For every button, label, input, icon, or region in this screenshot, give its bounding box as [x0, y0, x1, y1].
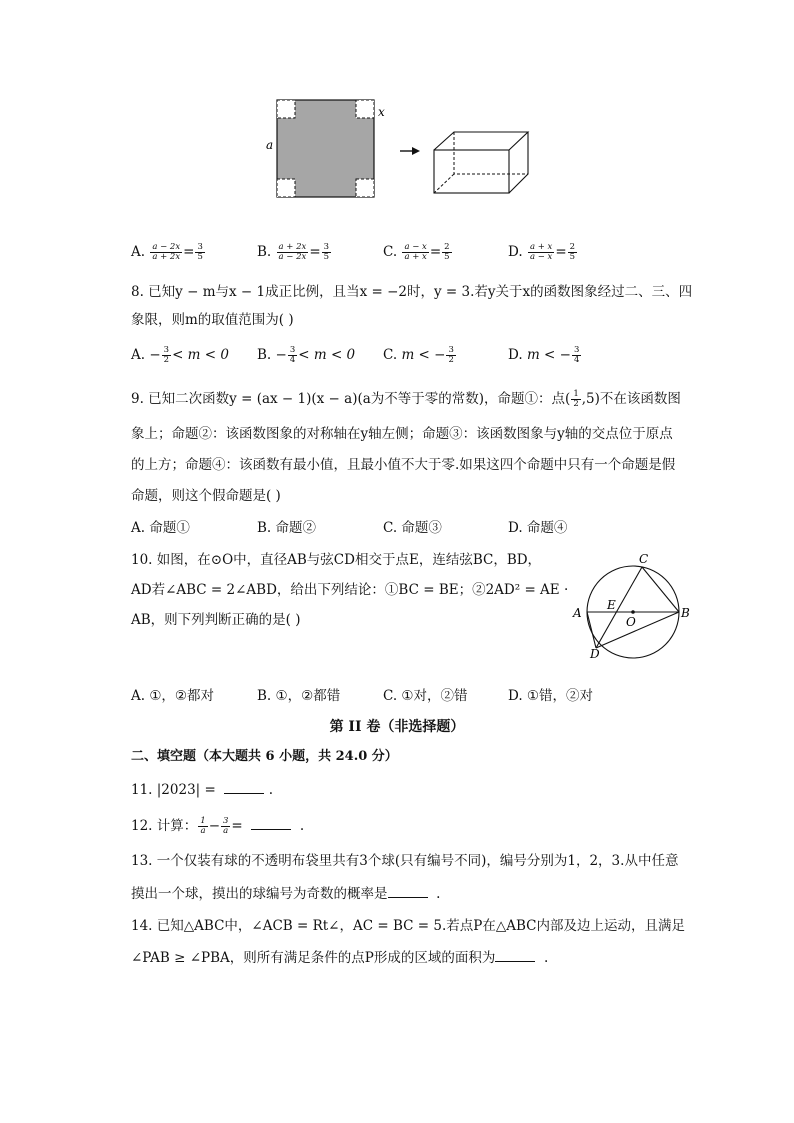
q14-answer-blank[interactable] [495, 948, 535, 962]
q10-option-b: B. ①，②都错 [257, 688, 341, 704]
q8-option-c: C. m < − $\frac{3}{2}$ [383, 345, 454, 365]
point-b-label: B [681, 606, 690, 620]
point-o-label: O [626, 615, 636, 629]
point-a-label: A [573, 606, 582, 620]
q8-option-d: D. m < − $\frac{3}{4}$ [508, 345, 580, 365]
q13-line1: 13. 一个仅装有球的不透明布袋里共有3个球(只有编号不同)，编号分别为1，2，3.从中任意 [131, 853, 679, 869]
q9-option-d: D. 命题④ [508, 520, 568, 536]
q11-answer-blank[interactable] [224, 780, 264, 794]
q10-line1: 10. 如图，在⊙O中，直径AB与弦CD相交于点E，连结弦BC，BD， [131, 552, 542, 568]
q10-option-c: C. ①对，②错 [383, 688, 468, 704]
q10-option-a: A. ①，②都对 [131, 688, 215, 704]
circle-geometry-figure [566, 550, 696, 662]
q12: 12. 计算： $\frac{1}{a}$ − $\frac{3}{a}$ = . [131, 816, 305, 836]
q9-option-c: C. 命题③ [383, 520, 442, 536]
q8-option-b: B. − $\frac{3}{4}$ < m < 0 [257, 345, 356, 365]
q11: 11. |2023| = . [131, 782, 274, 798]
folding-box-figure [260, 92, 540, 204]
q10-line3: AB，则下列判断正确的是( ) [131, 612, 301, 628]
section2-title: 第 II 卷（非选择题） [329, 719, 465, 735]
point-d-label: D [590, 647, 600, 661]
q13-line2: 摸出一个球，摸出的球编号为奇数的概率是 . [131, 886, 441, 902]
q14-line2: ∠PAB ≥ ∠PBA，则所有满足条件的点P形成的区域的面积为 . [131, 950, 549, 966]
q9-line4: 命题，则这个假命题是( ) [131, 488, 281, 504]
q9-line2: 象上；命题②：该函数图象的对称轴在y轴左侧；命题③：该函数图象与y轴的交点位于原点 [131, 426, 673, 442]
q12-answer-blank[interactable] [251, 816, 291, 830]
point-e-label: E [607, 598, 616, 612]
q9-line3: 的上方；命题④：该函数有最小值，且最小值不大于零.如果这四个命题中只有一个命题是假 [131, 457, 676, 473]
q7-option-d: D. $\frac{a + x}{a - x}$ = $\frac{2}{5}$ [508, 242, 576, 262]
q14-line1: 14. 已知△ABC中，∠ACB = Rt∠，AC = BC = 5.若点P在△ABC内部及边上运动，且满足 [131, 918, 685, 934]
q9-line1: 9. 已知二次函数y = (ax − 1)(x − a)(a为不等于零的常数)，命题①：点( $\frac{1}{2}$ ,5)不在该函数图 [131, 389, 681, 409]
label-x: x [378, 105, 385, 119]
point-c-label: C [639, 552, 649, 566]
q7-option-c: C. $\frac{a - x}{a + x}$ = $\frac{2}{5}$ [383, 242, 450, 262]
q8-option-a: A. − $\frac{3}{2}$ < m < 0 [131, 345, 229, 365]
fill-blank-header: 二、填空题（本大题共 6 小题，共 24.0 分） [131, 749, 398, 764]
q8-line2: 象限，则m的取值范围为( ) [131, 312, 294, 328]
label-a: a [266, 138, 274, 152]
q9-option-b: B. 命题② [257, 520, 317, 536]
q7-option-a: A. $\frac{a - 2x}{a + 2x}$ = $\frac{3}{5}$ [131, 242, 203, 262]
q8-line1: 8. 已知y − m与x − 1成正比例，且当x = −2时，y = 3.若y关于x的函数图象经过二、三、四 [131, 284, 693, 300]
q7-option-b: B. $\frac{a + 2x}{a - 2x}$ = $\frac{3}{5}$ [257, 242, 330, 262]
q9-option-a: A. 命题① [131, 520, 190, 536]
q13-answer-blank[interactable] [388, 884, 428, 898]
q10-option-d: D. ①错，②对 [508, 688, 594, 704]
q10-line2: AD若∠ABC = 2∠ABD，给出下列结论：①BC = BE；②2AD² = AE · [131, 582, 569, 598]
